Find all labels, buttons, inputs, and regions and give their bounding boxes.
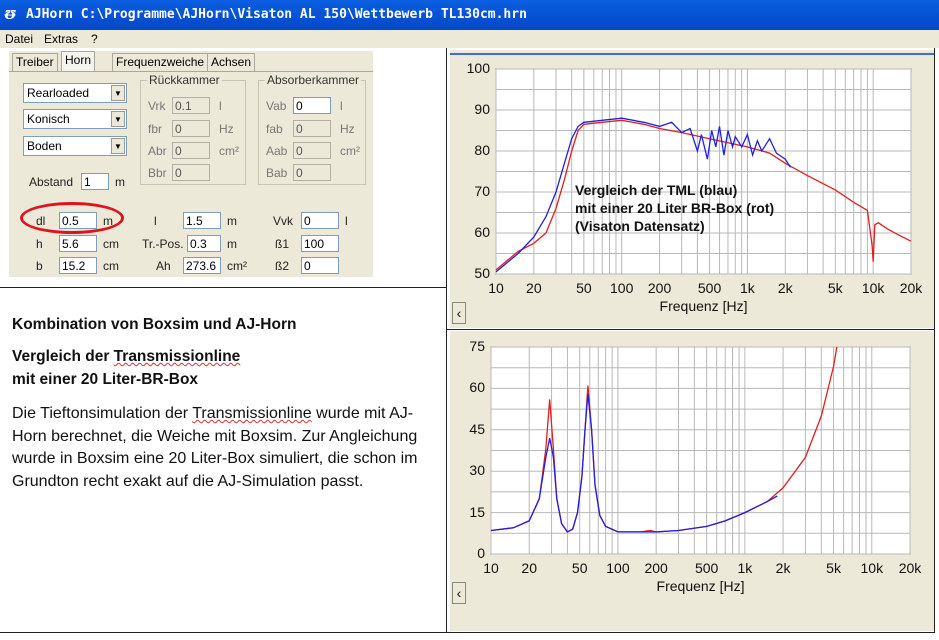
y-tick-label: 60 bbox=[474, 224, 490, 240]
y-tick-label: 15 bbox=[469, 503, 485, 520]
annotation-line: Vergleich der TML (blau) bbox=[575, 182, 738, 198]
y-tick-label: 80 bbox=[474, 142, 490, 158]
tab-achsen[interactable]: Achsen bbox=[207, 53, 255, 71]
y-tick-label: 50 bbox=[474, 265, 490, 281]
rueckkammer-title: Rückkammer bbox=[149, 73, 220, 87]
chevron-down-icon[interactable]: ▼ bbox=[111, 111, 125, 127]
l-input[interactable]: 1.5 bbox=[183, 212, 221, 229]
menu-datei[interactable]: Datei bbox=[5, 32, 34, 46]
abstand-label: Abstand bbox=[29, 175, 74, 189]
dl-unit: m bbox=[103, 214, 113, 228]
annotation-line: (Visaton Datensatz) bbox=[575, 218, 705, 234]
placement-select[interactable] bbox=[23, 136, 127, 156]
x-tick-label: 1k bbox=[737, 560, 753, 576]
x-axis-label: Frequenz [Hz] bbox=[659, 298, 748, 314]
x-tick-label: 5k bbox=[827, 280, 843, 296]
abr-unit: cm² bbox=[219, 144, 239, 158]
b-label: b bbox=[36, 259, 43, 273]
chart-annotation bbox=[575, 181, 774, 235]
x-tick-label: 100 bbox=[606, 560, 630, 576]
heading-br-box: mit einer 20 Liter-BR-Box bbox=[12, 371, 199, 388]
aab-label: Aab bbox=[266, 144, 288, 158]
l-unit: m bbox=[227, 214, 237, 228]
chevron-down-icon[interactable]: ▼ bbox=[111, 138, 125, 154]
horn-shape-value: Konisch bbox=[27, 112, 70, 126]
x-tick-label: 20k bbox=[898, 560, 922, 576]
l-label: l bbox=[154, 214, 157, 228]
vrk-unit: l bbox=[219, 99, 222, 113]
tab-frequenzweiche[interactable]: Frequenzweiche bbox=[112, 53, 208, 71]
y-tick-label: 0 bbox=[477, 545, 485, 561]
abstand-input[interactable]: 1 bbox=[81, 173, 109, 190]
fbr-label: fbr bbox=[148, 122, 163, 136]
tab-treiber[interactable]: Treiber bbox=[12, 53, 58, 71]
tab-divider bbox=[9, 71, 373, 72]
x-tick-label: 500 bbox=[697, 280, 722, 296]
y-tick-label: 45 bbox=[469, 420, 485, 437]
vab-unit: l bbox=[340, 99, 343, 113]
trpos-unit: m bbox=[227, 237, 237, 251]
h-input[interactable]: 5.6 bbox=[59, 235, 97, 252]
x-tick-label: 100 bbox=[610, 280, 634, 296]
dl-input[interactable]: 0.5 bbox=[59, 212, 97, 229]
vrk-input[interactable]: 0.1 bbox=[172, 97, 210, 114]
paragraph-part1: Die Tieftonsimulation der bbox=[12, 405, 193, 422]
beta1-label: ß1 bbox=[275, 237, 290, 251]
vab-input[interactable]: 0 bbox=[293, 97, 331, 114]
y-tick-label: 30 bbox=[469, 462, 485, 479]
fab-unit: Hz bbox=[340, 122, 355, 136]
y-tick-label: 70 bbox=[474, 183, 490, 199]
ah-label: Ah bbox=[156, 259, 171, 273]
ah-input[interactable]: 273.6 bbox=[183, 257, 221, 274]
dl-label: dl bbox=[36, 214, 46, 228]
vab-label: Vab bbox=[266, 99, 287, 113]
paragraph-part3: wurde mit AJ-Horn berechnet, die Weiche mit Boxsim. Zur Angleichung wurde in Boxsim eine 20 Liter-Box simuliert, die schon im Grundton recht exakt auf die AJ-Simulation passt. bbox=[12, 405, 418, 490]
title-bar bbox=[0, 0, 939, 30]
x-tick-label: 50 bbox=[576, 280, 592, 296]
horn-parameter-panel bbox=[9, 51, 373, 277]
divider-line bbox=[446, 48, 447, 632]
x-tick-label: 2k bbox=[777, 280, 793, 296]
bbr-label: Bbr bbox=[148, 166, 167, 180]
ah-unit: cm² bbox=[227, 259, 247, 273]
abr-label: Abr bbox=[148, 144, 167, 158]
menu-help[interactable]: ? bbox=[91, 32, 98, 46]
horn-shape-select[interactable] bbox=[23, 109, 127, 129]
beta1-input[interactable]: 100 bbox=[301, 235, 339, 252]
h-unit: cm bbox=[103, 237, 119, 251]
highlight-circle bbox=[20, 202, 124, 234]
fbr-input[interactable]: 0 bbox=[172, 120, 210, 137]
aab-input[interactable]: 0 bbox=[293, 142, 331, 159]
beta2-label: ß2 bbox=[275, 259, 290, 273]
heading-vergleich bbox=[12, 348, 240, 366]
x-tick-label: 5k bbox=[826, 560, 841, 576]
y-tick-label: 100 bbox=[466, 60, 490, 76]
aj-logo-icon[interactable]: ᵿ bbox=[5, 3, 16, 24]
x-tick-label: 2k bbox=[775, 560, 791, 576]
b-input[interactable]: 15.2 bbox=[59, 257, 97, 274]
y-tick-label: 60 bbox=[469, 379, 485, 396]
tab-horn[interactable]: Horn bbox=[61, 51, 95, 72]
x-tick-label: 20k bbox=[899, 280, 923, 296]
y-tick-label: 90 bbox=[474, 101, 490, 117]
scroll-left-button[interactable]: ‹ bbox=[452, 582, 466, 604]
vrk-label: Vrk bbox=[148, 99, 166, 113]
beta2-input[interactable]: 0 bbox=[301, 257, 339, 274]
x-tick-label: 500 bbox=[694, 560, 719, 576]
bab-input[interactable]: 0 bbox=[293, 164, 331, 181]
horn-type-value: Rearloaded bbox=[27, 86, 90, 100]
bab-label: Bab bbox=[266, 166, 288, 180]
chevron-down-icon[interactable]: ▼ bbox=[111, 85, 125, 101]
menu-bar bbox=[0, 30, 939, 48]
description-paragraph bbox=[12, 403, 442, 493]
x-tick-label: 1k bbox=[740, 280, 755, 296]
fab-label: fab bbox=[266, 122, 283, 136]
fbr-unit: Hz bbox=[219, 122, 234, 136]
y-tick-label: 75 bbox=[469, 338, 485, 354]
abstand-unit: m bbox=[115, 175, 125, 189]
bbr-input[interactable]: 0 bbox=[172, 164, 210, 181]
horn-type-select[interactable] bbox=[23, 83, 127, 103]
paragraph-part2: Transmissionline bbox=[192, 405, 312, 422]
heading-kombination: Kombination von Boxsim und AJ-Horn bbox=[12, 316, 297, 333]
vvk-label: Vvk bbox=[273, 214, 294, 228]
x-tick-label: 10 bbox=[488, 280, 504, 296]
x-tick-label: 20 bbox=[521, 560, 537, 576]
x-tick-label: 50 bbox=[571, 560, 588, 576]
menu-extras[interactable]: Extras bbox=[44, 32, 79, 46]
heading-vergleich-part2: Transmissionline bbox=[113, 348, 241, 365]
x-tick-label: 10k bbox=[860, 560, 884, 576]
scroll-left-button[interactable]: ‹ bbox=[452, 302, 466, 324]
aab-unit: cm² bbox=[340, 144, 360, 158]
vvk-unit: l bbox=[345, 214, 348, 228]
absorberkammer-title: Absorberkammer bbox=[267, 73, 360, 87]
fab-input[interactable]: 0 bbox=[293, 120, 331, 137]
x-tick-label: 10k bbox=[861, 280, 885, 296]
window-title: AJHorn C:\Programme\AJHorn\Visaton AL 150\Wettbewerb TL130cm.hrn bbox=[26, 7, 527, 22]
placement-value: Boden bbox=[27, 139, 62, 153]
x-tick-label: 200 bbox=[647, 280, 672, 296]
trpos-input[interactable]: 0.3 bbox=[187, 235, 221, 252]
x-tick-label: 10 bbox=[483, 560, 499, 576]
b-unit: cm bbox=[103, 259, 119, 273]
x-tick-label: 200 bbox=[644, 560, 668, 576]
divider-line bbox=[446, 329, 935, 330]
x-axis-label: Frequenz [Hz] bbox=[656, 578, 745, 594]
x-tick-label: 20 bbox=[526, 280, 542, 296]
trpos-label: Tr.-Pos. bbox=[142, 237, 184, 251]
h-label: h bbox=[36, 237, 43, 251]
divider-line bbox=[934, 48, 935, 632]
abr-input[interactable]: 0 bbox=[172, 142, 210, 159]
vvk-input[interactable]: 0 bbox=[301, 212, 339, 229]
divider-line bbox=[0, 632, 935, 633]
annotation-line: mit einer 20 Liter BR-Box (rot) bbox=[575, 200, 775, 216]
heading-vergleich-part1: Vergleich der bbox=[12, 348, 114, 365]
